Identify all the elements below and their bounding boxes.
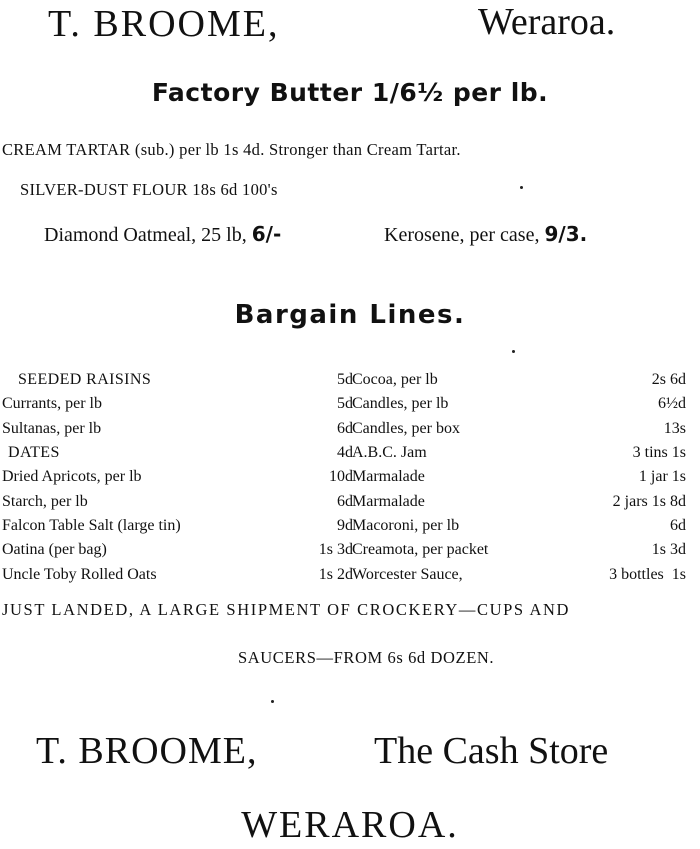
- item-price: 6d: [670, 516, 686, 534]
- item-price: 1 jar 1s: [638, 468, 686, 486]
- item-price: 3 tins 1s: [632, 444, 686, 462]
- item-name: Uncle Toby Rolled Oats: [2, 565, 157, 583]
- list-item: [2, 368, 353, 392]
- cream-tartar-line: CREAM TARTAR (sub.) per lb 1s 4d. Stronger than Cream Tartar.: [2, 140, 461, 159]
- item-price: 6d: [337, 492, 353, 510]
- bargain-list-left: [2, 368, 353, 587]
- list-item: [352, 392, 686, 416]
- item-price: 1s 3d: [651, 541, 686, 559]
- item-price: 6½d: [658, 395, 686, 413]
- list-item: [352, 562, 686, 586]
- kerosene-line: [384, 222, 587, 247]
- oatmeal-text: Diamond Oatmeal, 25 lb,: [44, 224, 252, 246]
- factory-butter-headline: Factory Butter 1/6½ per lb.: [151, 78, 549, 107]
- list-item: [352, 441, 686, 465]
- item-name: Falcon Table Salt (large tin): [2, 516, 181, 534]
- footer-store-name: T. BROOME,: [36, 730, 258, 772]
- list-item: [2, 489, 353, 513]
- print-speck: [512, 350, 515, 353]
- list-item: [2, 417, 353, 441]
- list-item: [352, 465, 686, 489]
- item-name: Oatina (per bag): [2, 541, 107, 559]
- item-name: Candles, per lb: [352, 395, 449, 413]
- oatmeal-line: [44, 222, 281, 247]
- print-speck: [271, 700, 274, 703]
- list-item: [2, 465, 353, 489]
- crockery-announcement-line1: JUST LANDED, A LARGE SHIPMENT OF CROCKERY—CUPS AND: [2, 600, 571, 619]
- item-name: DATES: [8, 444, 60, 462]
- list-item: [352, 417, 686, 441]
- item-price: 5d: [337, 371, 353, 389]
- item-price: 3 bottles 1s: [609, 565, 686, 583]
- item-name: Marmalade: [352, 468, 425, 486]
- item-price: 13s: [663, 419, 686, 437]
- list-item: [352, 368, 686, 392]
- item-price: 2 jars 1s 8d: [612, 492, 686, 510]
- item-price: 5d: [337, 395, 353, 413]
- bargain-list-right: [352, 368, 686, 587]
- item-price: 10d: [329, 468, 353, 486]
- item-name: Marmalade: [352, 492, 425, 510]
- list-item: [2, 538, 353, 562]
- item-price: 4d: [337, 444, 353, 462]
- item-name: SEEDED RAISINS: [18, 371, 152, 389]
- item-name: A.B.C. Jam: [352, 444, 427, 462]
- kerosene-price: 9/3.: [544, 222, 588, 246]
- crockery-announcement-line2: SAUCERS—FROM 6s 6d DOZEN.: [238, 648, 495, 667]
- list-item: [2, 562, 353, 586]
- header-town: Weraroa.: [478, 1, 616, 43]
- item-name: Candles, per box: [352, 419, 460, 437]
- list-item: [352, 538, 686, 562]
- item-price: 6d: [337, 419, 353, 437]
- silver-dust-flour-line: SILVER-DUST FLOUR 18s 6d 100's: [20, 180, 278, 199]
- print-speck: [520, 186, 523, 189]
- item-name: Dried Apricots, per lb: [2, 468, 142, 486]
- item-name: Macoroni, per lb: [352, 516, 460, 534]
- list-item: [352, 514, 686, 538]
- oatmeal-price: 6/-: [251, 222, 282, 246]
- item-price: 9d: [337, 516, 353, 534]
- item-price: 2s 6d: [651, 371, 686, 389]
- bargain-lines-heading: Bargain Lines.: [234, 300, 466, 330]
- footer-store-tagline: The Cash Store: [374, 730, 609, 772]
- item-price: 1s 2d: [318, 565, 353, 583]
- item-name: Creamota, per packet: [352, 541, 489, 559]
- list-item: [352, 489, 686, 513]
- kerosene-text: Kerosene, per case,: [384, 224, 545, 246]
- list-item: [2, 441, 353, 465]
- item-name: Sultanas, per lb: [2, 419, 102, 437]
- item-price: 1s 3d: [318, 541, 353, 559]
- header-store-name: T. BROOME,: [48, 3, 280, 45]
- item-name: Starch, per lb: [2, 492, 88, 510]
- footer-town: WERAROA.: [241, 804, 459, 846]
- list-item: [2, 392, 353, 416]
- item-name: Cocoa, per lb: [352, 371, 438, 389]
- list-item: [2, 514, 353, 538]
- item-name: Worcester Sauce,: [352, 565, 463, 583]
- item-name: Currants, per lb: [2, 395, 102, 413]
